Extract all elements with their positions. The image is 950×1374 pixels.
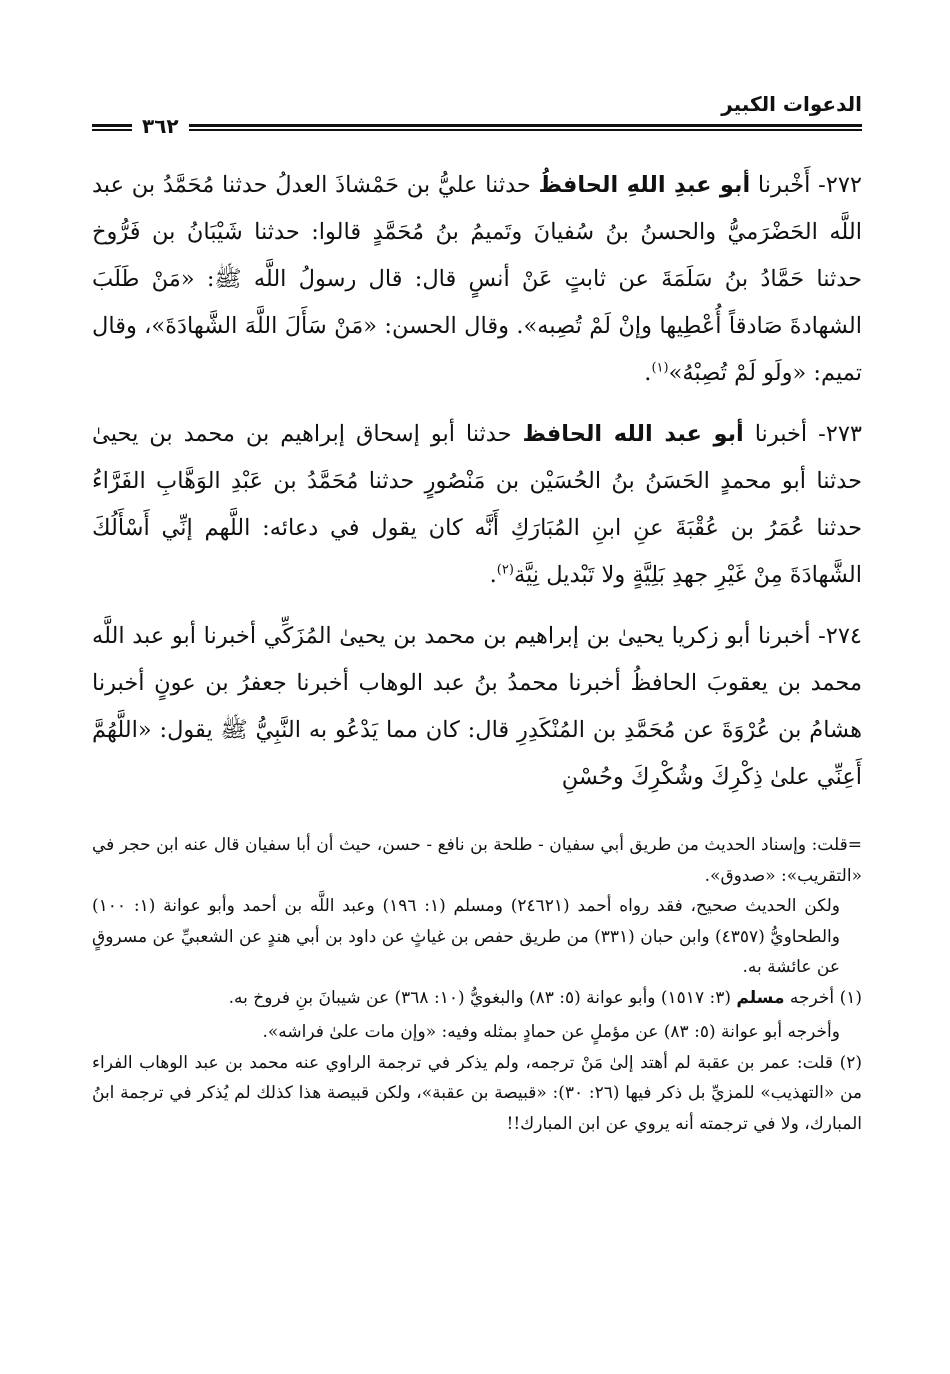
hadith-number: ٢٧٤- [818,623,862,649]
hadith-274 [92,613,862,801]
footnote-1-number: (١) [839,987,862,1008]
footnote-ref[interactable]: (١) [651,360,669,376]
footnote-1 [92,983,862,1014]
footnote-1-extra: وأخرجه أبو عوانة (٥: ٨٣) عن مؤملٍ عن حمادٍ بمثله وفيه: «وإن مات علىٰ فراشه». [262,1022,840,1042]
book-title: الدعوات الكبير [721,92,862,116]
hadith-end: . [644,360,652,386]
hadith-272 [92,162,862,397]
main-text [92,162,862,801]
hadith-text: أخبرنا أبو زكريا يحيىٰ بن إبراهيم بن محمد بن يحيىٰ المُزَكِّي أخبرنا أبو عبد اللَّه محمد بن يعقوبَ الحافظُ أخبرنا محمدُ بنُ عبد الوهاب أخبرنا جعفرُ بن عونٍ أخبرنا هشامُ بن عُرْوَةَ عن مُحَمَّدِ بن المُنْكَدِرِ قال: كان مما يَدْعُو به النَّبِيُّ ﷺ يقول: «اللَّهُمَّ أَعِنِّي علىٰ ذِكْرِكَ وشُكْرِكَ وحُسْنِ [92,623,862,790]
hadith-number: ٢٧٢- [818,172,862,198]
hadith-end: . [489,562,497,588]
footnote-2-number: (٢) [839,1052,862,1073]
hadith-lead: أَخْبرنا [757,172,811,198]
footnote-carryover-continued: ولكن الحديث صحيح، فقد رواه أحمد (٢٤٦٢١) ومسلم (١: ١٩٦) وعبد اللَّه بن أحمد وأبو عوانة (١: ١٠٠) والطحاويُّ (٤٣٥٧) وابن حبان (٣٣١) من طريق حفص بن غياثٍ عن داود بن أبي هندٍ عن الشعبيِّ عن مسروقٍ عن عائشة به. [92,896,840,977]
footnote-ref[interactable]: (٢) [496,562,514,578]
hadith-narrator: أبو عبد الله الحافظ [522,421,744,447]
footnote-1-text: (٣: ١٥١٧) وأبو عوانة (٥: ٨٣) والبغويُّ (١٠: ٣٦٨) عن شيبانَ بنِ فروخ به. [228,987,731,1008]
hadith-lead: أخبرنا [754,421,808,447]
footnote-carryover: =قلت: وإسناد الحديث من طريق أبي سفيان - طلحة بن نافع - حسن، حيث أن أبا سفيان قال عنه ابن حجر في «التقريب»: «صدوق». [92,835,862,886]
hadith-narrator: أبو عبدِ اللهِ الحافظُ [538,172,751,198]
header-rule [92,124,862,127]
book-page [92,88,862,1328]
footnote-2-text: قلت: عمر بن عقبة لم أهتد إلىٰ مَنْ ترجمه، ولم يذكر في ترجمة الراوي عنه محمد بن عبد الوهاب الفراء من «التهذيب» للمزيِّ بل ذكر فيها (٢٦: ٣٠): «قبيصة بن عقبة»، ولكن قبيصة هذا كذلك لم يُذكر في ترجمة ابنُ المبارك، ولا في ترجمته أنه يروي عن ابن المبارك!! [92,1052,862,1134]
footnotes [92,830,862,1139]
footnote-1-source: مسلم [736,987,785,1008]
hadith-text: حدثنا عليُّ بن حَمْشاذَ العدلُ حدثنا مُحَمَّدُ بن عبد اللَّه الحَضْرَميُّ والحسنُ بنُ سُفيانَ وتَميمُ بنُ مُحَمَّدٍ قالوا: حدثنا شَيْبَانُ بن فَرُّوخ حدثنا حَمَّادُ بنُ سَلَمَةَ عن ثابتٍ عَنْ أنسٍ قال: قال رسولُ اللَّه ﷺ: «مَنْ طَلَبَ الشهادةَ صَادقاً أُعْطِيها وإنْ لَمْ تُصِبه». وقال الحسن: «مَنْ سَأَلَ اللَّهَ الشَّهادَةَ»، وقال تميم: «ولَو لَمْ تُصِبْهُ» [92,172,862,386]
footnote-2 [92,1048,862,1140]
header-rule-second [92,129,862,131]
running-header [92,88,862,146]
footnote-1-lead: أخرجه [789,987,835,1008]
hadith-273 [92,411,862,599]
page-number: ٣٦٢ [132,116,189,136]
hadith-text: حدثنا أبو إسحاق إبراهيم بن محمد بن يحيىٰ حدثنا أبو محمدٍ الحَسَنُ بنُ الحُسَيْن بن مَنْصُورٍ حدثنا مُحَمَّدُ بن عَبْدِ الوَهَّابِ الفَرَّاءُ حدثنا عُمَرُ بن عُقْبَةَ عنِ ابنِ المُبَارَكِ أَنَّه كان يقول في دعائه: اللَّهم إنِّي أَسْأَلُكَ الشَّهادَةَ مِنْ غَيْرِ جهدِ بَلِيَّةٍ ولا تَبْديل نِيَّة [92,421,862,588]
hadith-number: ٢٧٣- [818,421,862,447]
